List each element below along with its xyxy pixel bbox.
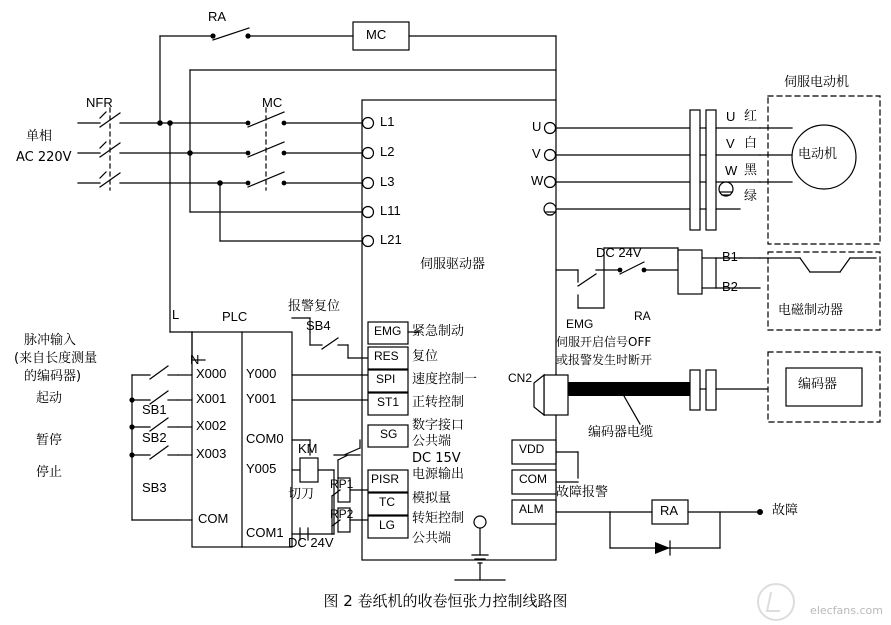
- label-mc-box: MC: [366, 27, 387, 42]
- plc-input-x003: X003: [196, 446, 227, 461]
- label-alarm-reset: 报警复位: [288, 299, 341, 314]
- label-encoder-box: 编码器: [798, 377, 838, 392]
- driver-desc-pisr: 模拟量: [412, 491, 452, 506]
- label-pulse-input-3: 的编码器): [24, 369, 82, 384]
- driver-terminal-tc: TC: [379, 495, 395, 509]
- label-ra-top: RA: [208, 9, 227, 24]
- terminal-com: COM: [519, 472, 547, 486]
- label-start: 起动: [36, 391, 63, 406]
- terminal-b1: B1: [722, 249, 738, 264]
- plc-output-y005: Y005: [246, 461, 277, 476]
- plc-output-com0: COM0: [246, 431, 284, 446]
- label-plc-L: L: [172, 307, 180, 322]
- label-brake-device: 电磁制动器: [778, 303, 844, 318]
- label-pause: 暂停: [36, 433, 63, 448]
- plc-output-com1: COM1: [246, 525, 284, 540]
- driver-output-u: U: [532, 119, 542, 134]
- label-fault: 故障: [772, 503, 799, 518]
- label-supply-line2: AC 220V: [16, 150, 72, 165]
- figure-caption: 图 2 卷纸机的收卷恒张力控制线路图: [323, 592, 568, 610]
- terminal-alm: ALM: [519, 502, 544, 516]
- driver-output-v: V: [532, 146, 541, 161]
- motor-phase-u: U: [726, 109, 736, 124]
- label-ra-brake: RA: [634, 309, 651, 323]
- driver-desc-emg: 紧急制动: [412, 324, 465, 339]
- motor-color-white: 白: [744, 136, 758, 151]
- label-rp1: RP1: [330, 477, 354, 491]
- driver-terminal-lg: LG: [379, 518, 396, 532]
- label-servo-driver: 伺服驱动器: [420, 257, 486, 272]
- label-cn2: CN2: [508, 371, 533, 385]
- plc-input-x001: X001: [196, 391, 227, 406]
- terminal-l11: L11: [380, 203, 401, 218]
- watermark-text: elecfans.com: [810, 604, 883, 617]
- label-sb3: SB3: [142, 480, 167, 495]
- driver-desc-lg: 公共端: [412, 531, 452, 546]
- plc-output-y001: Y001: [246, 391, 277, 406]
- terminal-l2: L2: [380, 144, 395, 159]
- motor-color-green: 绿: [744, 189, 758, 204]
- plc-input-com: COM: [198, 511, 229, 526]
- label-ra-fault: RA: [660, 503, 679, 518]
- label-nfr: NFR: [86, 95, 113, 110]
- label-km: KM: [298, 441, 318, 456]
- label-plc-N: N: [190, 352, 200, 367]
- motor-color-black: 黑: [744, 163, 758, 178]
- terminal-l21: L21: [380, 232, 402, 247]
- driver-terminal-sg: SG: [380, 427, 398, 441]
- label-plc-title: PLC: [222, 309, 248, 324]
- terminal-l3: L3: [380, 174, 395, 189]
- label-pulse-input-1: 脉冲输入: [24, 333, 77, 348]
- label-sb2: SB2: [142, 430, 167, 445]
- driver-desc-st1: 正转控制: [412, 395, 465, 410]
- label-dc24v-brake: DC 24V: [596, 245, 642, 260]
- driver-desc-res: 复位: [412, 349, 439, 364]
- terminal-b2: B2: [722, 279, 738, 294]
- label-stop: 停止: [36, 465, 63, 480]
- motor-box-label: 电动机: [798, 147, 838, 162]
- label-dc24v-plc: DC 24V: [288, 535, 334, 550]
- motor-phase-v: V: [726, 136, 735, 151]
- label-sb1: SB1: [142, 402, 167, 417]
- driver-terminal-st1: ST1: [377, 395, 400, 409]
- label-rp2: RP2: [330, 507, 354, 521]
- label-sb4: SB4: [306, 318, 331, 333]
- brake-note-line1: 伺服开启信号OFF: [556, 335, 652, 349]
- plc-input-x002: X002: [196, 418, 227, 433]
- plc-output-y000: Y000: [246, 366, 277, 381]
- label-pulse-input-2: (来自长度测量: [14, 351, 98, 366]
- label-qiedao: 切刀: [288, 487, 315, 502]
- driver-desc-sg: 数字接口 公共端 DC 15V 电源输出: [412, 418, 465, 482]
- driver-terminal-res: RES: [374, 349, 399, 363]
- terminal-vdd: VDD: [519, 442, 545, 456]
- driver-terminal-pisr: PISR: [371, 472, 400, 486]
- watermark-logo-icon: [757, 583, 795, 621]
- label-supply-line1: 单相: [26, 129, 53, 144]
- driver-desc-tc: 转矩控制: [412, 511, 465, 526]
- driver-terminal-spi: SPI: [376, 372, 396, 386]
- motor-color-red: 红: [744, 109, 758, 124]
- driver-terminal-emg: EMG: [374, 324, 402, 338]
- brake-note-line2: 或报警发生时断开: [556, 353, 653, 367]
- label-fault-alarm: 故障报警: [556, 485, 609, 500]
- terminal-l1: L1: [380, 114, 395, 129]
- driver-desc-spi: 速度控制一: [412, 372, 478, 387]
- label-servo-motor: 伺服电动机: [784, 75, 850, 90]
- plc-input-x000: X000: [196, 366, 227, 381]
- label-emg-brake: EMG: [566, 317, 594, 331]
- motor-phase-w: W: [725, 163, 738, 178]
- driver-output-w: W: [531, 173, 544, 188]
- label-encoder-cable: 编码器电缆: [588, 425, 654, 440]
- label-mc-contact: MC: [262, 95, 283, 110]
